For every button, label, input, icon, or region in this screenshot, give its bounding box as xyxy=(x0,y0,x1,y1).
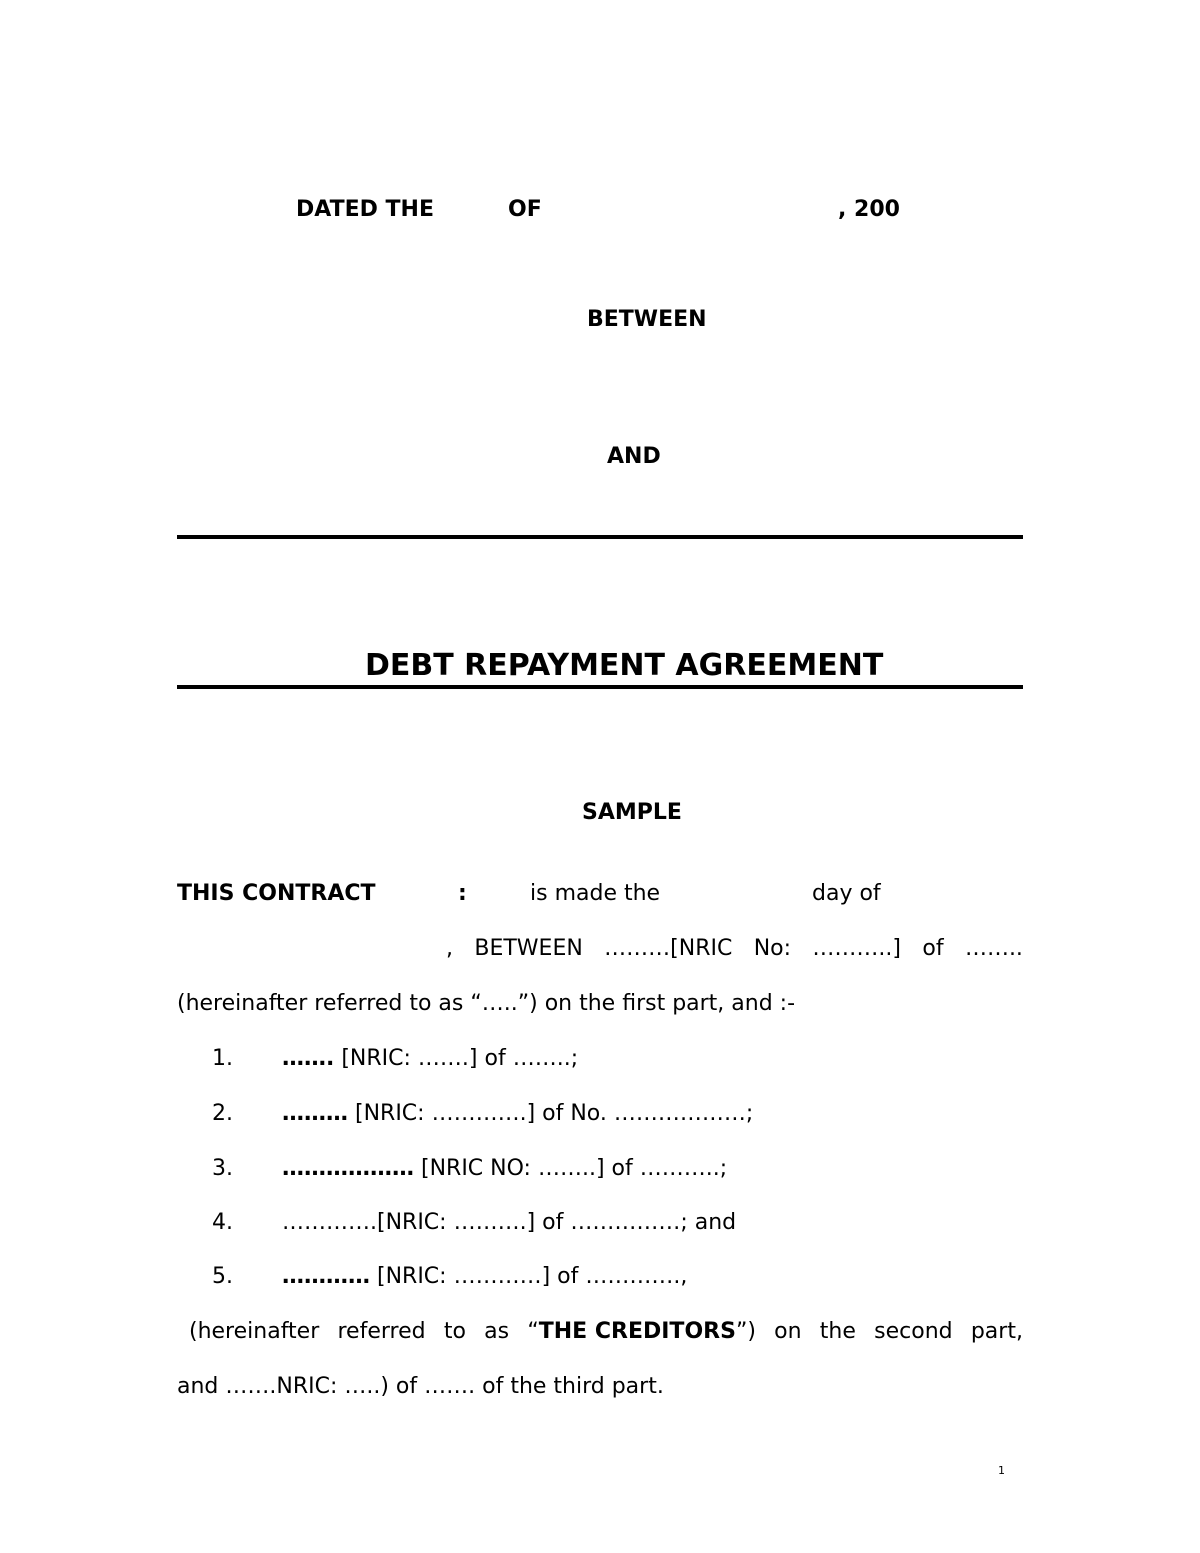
dated-the-label: DATED THE xyxy=(296,197,434,222)
document-title: DEBT REPAYMENT AGREEMENT xyxy=(365,648,884,683)
party-details: [NRIC: ………….] of No. ………………; xyxy=(348,1101,754,1126)
creditors-line-word: the xyxy=(819,1319,856,1344)
creditors-line-word: “THE CREDITORS”) xyxy=(527,1319,756,1344)
list-item-number: 4. xyxy=(212,1210,233,1235)
party-details: [NRIC: …….] of ……..; xyxy=(334,1046,579,1071)
list-item-number: 5. xyxy=(212,1264,233,1289)
of-label: OF xyxy=(508,197,542,222)
creditors-line-word: (hereinafter xyxy=(189,1319,320,1344)
creditors-line-word: part, xyxy=(970,1319,1023,1344)
this-contract-label: THIS CONTRACT xyxy=(177,881,376,906)
party-details: [NRIC: …………] of …………., xyxy=(370,1264,688,1289)
party-details: [NRIC NO: ……..] of ………..; xyxy=(414,1156,728,1181)
creditors-line-word: as xyxy=(484,1319,510,1344)
party-name: ……………… xyxy=(282,1156,414,1181)
creditors-line-word: on xyxy=(774,1319,802,1344)
sample-label: SAMPLE xyxy=(582,800,682,825)
creditors-line-word: second xyxy=(874,1319,953,1344)
day-of-text: day of xyxy=(812,881,881,906)
between-parties-line xyxy=(446,936,1023,961)
between-label: BETWEEN xyxy=(587,307,707,332)
party-name: ………… xyxy=(282,1264,370,1289)
and-label: AND xyxy=(607,444,661,469)
top-rule xyxy=(177,535,1023,539)
creditors-line-word: to xyxy=(443,1319,466,1344)
is-made-the-text: is made the xyxy=(530,881,661,906)
line2-no: No: xyxy=(753,936,792,961)
line2-nric: ………[NRIC xyxy=(604,936,733,961)
party-name: ……. xyxy=(282,1046,335,1071)
line2-nric-value: ………..] xyxy=(812,936,901,961)
list-item-number: 1. xyxy=(212,1046,233,1071)
creditors-line-word: referred xyxy=(337,1319,426,1344)
line2-between: BETWEEN xyxy=(474,936,583,961)
list-item-number: 2. xyxy=(212,1101,233,1126)
contract-colon: : xyxy=(458,881,467,906)
year-label: , 200 xyxy=(838,197,900,222)
first-part-line: (hereinafter referred to as “…..”) on the first part, and :- xyxy=(177,991,796,1016)
creditors-line xyxy=(189,1319,1023,1344)
page-number: 1 xyxy=(998,1464,1005,1477)
line2-address: …….. xyxy=(964,936,1023,961)
creditors-emphasis: THE CREDITORS xyxy=(538,1319,736,1344)
line2-of: of xyxy=(922,936,944,961)
list-item-number: 3. xyxy=(212,1156,233,1181)
line2-comma: , xyxy=(446,936,453,961)
third-part-line: and …….NRIC: …..) of ……. of the third part. xyxy=(177,1374,664,1399)
party-name: ……… xyxy=(282,1101,348,1126)
party-details: ………….[NRIC: ……….] of ……………; and xyxy=(282,1210,737,1235)
title-underline-rule xyxy=(177,685,1023,689)
